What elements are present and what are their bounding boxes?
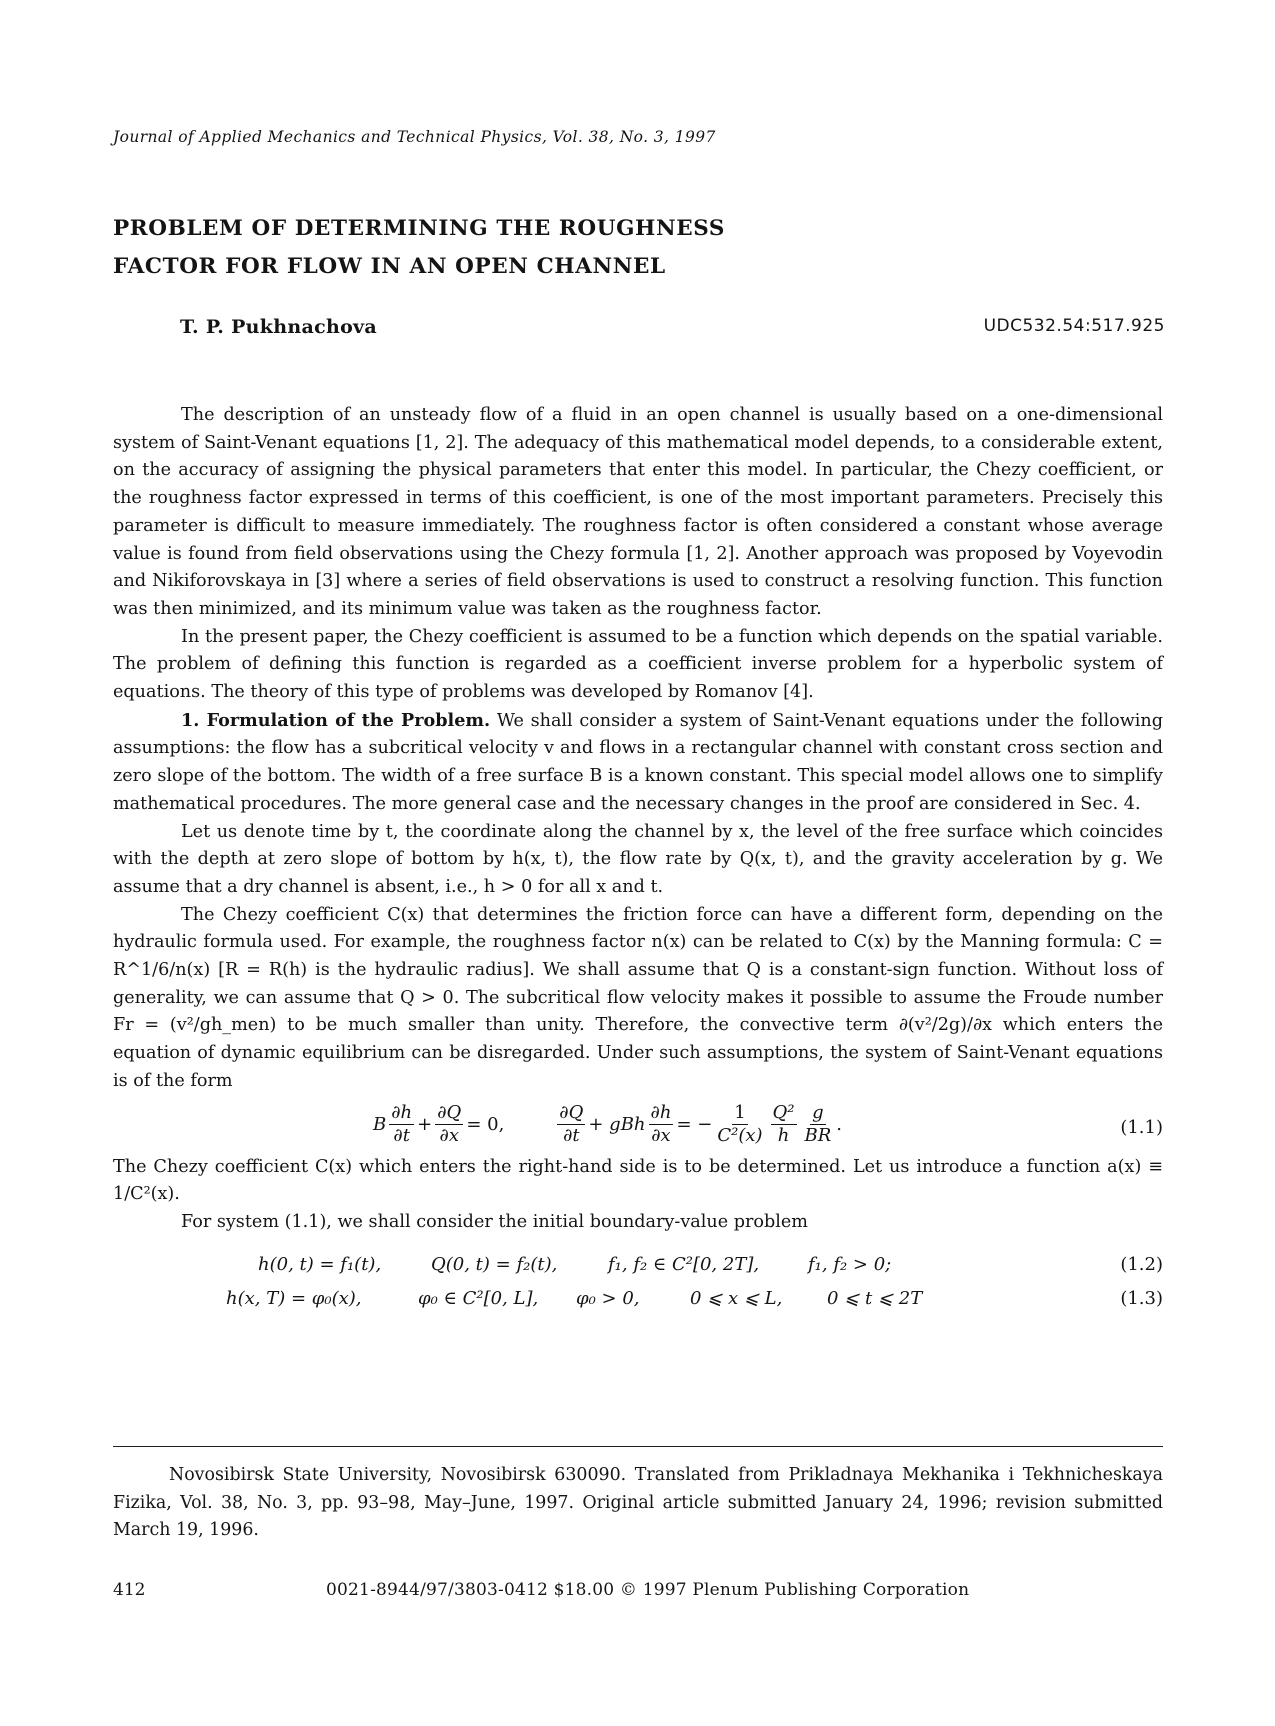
page-number: 412	[113, 1580, 146, 1600]
paragraph-chezy: The Chezy coefficient C(x) that determines the friction force can have a different form, depending on the hydraulic formula used. For example, the roughness factor n(x) can be related to C(x) by the Manning formula: C = R^1/6/n(x) [R = R(h) is the hydraulic radius]. We shall assume that Q is a constant-sign function. Without loss of generality, we can assume that Q > 0. The subcritical flow velocity makes it possible to assume the Froude number Fr = (v²/gh_men) to be much smaller than unity. Therefore, the convective term ∂(v²/2g)/∂x which enters the equation of dynamic equilibrium can be disregarded. Under such assumptions, the system of Saint-Venant equations is of the form	[113, 904, 1163, 1091]
equation-1-2: h(0, t) = f₁(t), Q(0, t) = f₂(t), f₁, f₂ ∈ C²[0, 2T], f₁, f₂ > 0; (1.2)	[113, 1247, 1163, 1281]
frac-dh-dx: $\frac{\partial h}{\partial x}$	[650, 1102, 672, 1147]
equation-number-1-3: (1.3)	[1120, 1287, 1163, 1309]
udc-code: UDC532.54:517.925	[983, 316, 1165, 336]
footnote	[113, 1462, 1163, 1545]
frac-dQ-dx: $\frac{\partial Q}{\partial x}$	[437, 1102, 462, 1147]
frac-g-BR: $\frac{g}{BR}$	[804, 1102, 832, 1147]
paper-title	[113, 210, 725, 286]
author: T. P. Pukhnachova	[180, 316, 378, 338]
equation-number-1-1: (1.1)	[1120, 1116, 1163, 1138]
eq-B: B	[373, 1113, 387, 1135]
equation-1-3: h(x, T) = φ₀(x), φ₀ ∈ C²[0, L], φ₀ > 0, 0 ⩽ x ⩽ L, 0 ⩽ t ⩽ 2T (1.3)	[113, 1281, 1163, 1315]
paragraph-boundary-problem: For system (1.1), we shall consider the initial boundary-value problem	[181, 1211, 808, 1232]
section-heading: 1. Formulation of the Problem.	[181, 709, 491, 731]
frac-Q2-h: $\frac{\text{Q²}}{h}$	[772, 1102, 795, 1147]
formulation-text: We shall consider a system of Saint-Venant equations under the following assumptions: the flow has a subcritical velocity v and flows in a rectangular channel with constant cross section and zero slope of the bottom. The width of a free surface B is a known constant. This special model allows one to simplify mathematical procedures. The more general case and the necessary changes in the proof are considered in Sec. 4.	[113, 710, 1163, 814]
frac-1-C2: $\frac{1}{\text{C²(x)}}$	[717, 1102, 763, 1147]
paragraph-intro: The description of an unsteady flow of a fluid in an open channel is usually based on a one-dimensional system of Saint-Venant equations [1, 2]. The adequacy of this mathematical model depends, to a considerable extent, on the accuracy of assigning the physical parameters that enter this model. In particular, the Chezy coefficient, or the roughness factor expressed in terms of this coefficient, is one of the most important parameters. Precisely this parameter is difficult to measure immediately. The roughness factor is often considered a constant whose average value is found from field observations using the Chezy formula [1, 2]. Another approach was proposed by Voyevodin and Nikiforovskaya in [3] where a series of field observations is used to construct a resolving function. This function was then minimized, and its minimum value was taken as the roughness factor.	[113, 405, 1163, 619]
footnote-text: Novosibirsk State University, Novosibirsk 630090. Translated from Prikladnaya Mekhanika i Tekhnicheskaya Fizika, Vol. 38, No. 3, pp. 93–98, May–June, 1997. Original article submitted January 24, 1996; revision submitted March 19, 1996.	[113, 1465, 1163, 1540]
paper-body	[113, 402, 1163, 1315]
title-line-1: PROBLEM OF DETERMINING THE ROUGHNESS	[113, 216, 725, 241]
title-line-2: FACTOR FOR FLOW IN AN OPEN CHANNEL	[113, 254, 666, 279]
paragraph-notation: Let us denote time by t, the coordinate along the channel by x, the level of the free surface which coincides with the depth at zero slope of bottom by h(x, t), the flow rate by Q(x, t), and the gravity acceleration by g. We assume that a dry channel is absent, i.e., h > 0 for all x and t.	[113, 821, 1163, 897]
paragraph-present-paper: In the present paper, the Chezy coefficient is assumed to be a function which depends on the spatial variable. The problem of defining this function is regarded as a coefficient inverse problem for a hyperbolic system of equations. The theory of this type of problems was developed by Romanov [4].	[113, 626, 1163, 703]
footnote-rule	[113, 1446, 1163, 1447]
copyright-line: 0021-8944/97/3803-0412 $18.00 © 1997 Plenum Publishing Corporation	[326, 1580, 970, 1600]
equation-number-1-2: (1.2)	[1120, 1253, 1163, 1275]
equation-1-1: B $\frac{\partial h}{\partial t}$ + $\frac{\partial Q}{\partial x}$ = 0, $\frac{\partial Q}{\partial t}$ + gBh $\frac{\partial h}{\partial x}$ = − $\frac{1}{\text{C²(x)}}$ $\frac{\text{Q²}}{h}$ $\frac{g}{BR}$ . (1.1)	[373, 1102, 1163, 1147]
journal-citation: Journal of Applied Mechanics and Technical Physics, Vol. 38, No. 3, 1997	[113, 128, 716, 146]
frac-dh-dt: $\frac{\partial h}{\partial t}$	[391, 1102, 413, 1147]
frac-dQ-dt: $\frac{\partial Q}{\partial t}$	[559, 1102, 584, 1147]
paragraph-formulation	[113, 707, 1163, 819]
paragraph-chezy-unknown: The Chezy coefficient C(x) which enters the right-hand side is to be determined. Let us introduce a function a(x) ≡ 1/C²(x).	[113, 1156, 1163, 1205]
